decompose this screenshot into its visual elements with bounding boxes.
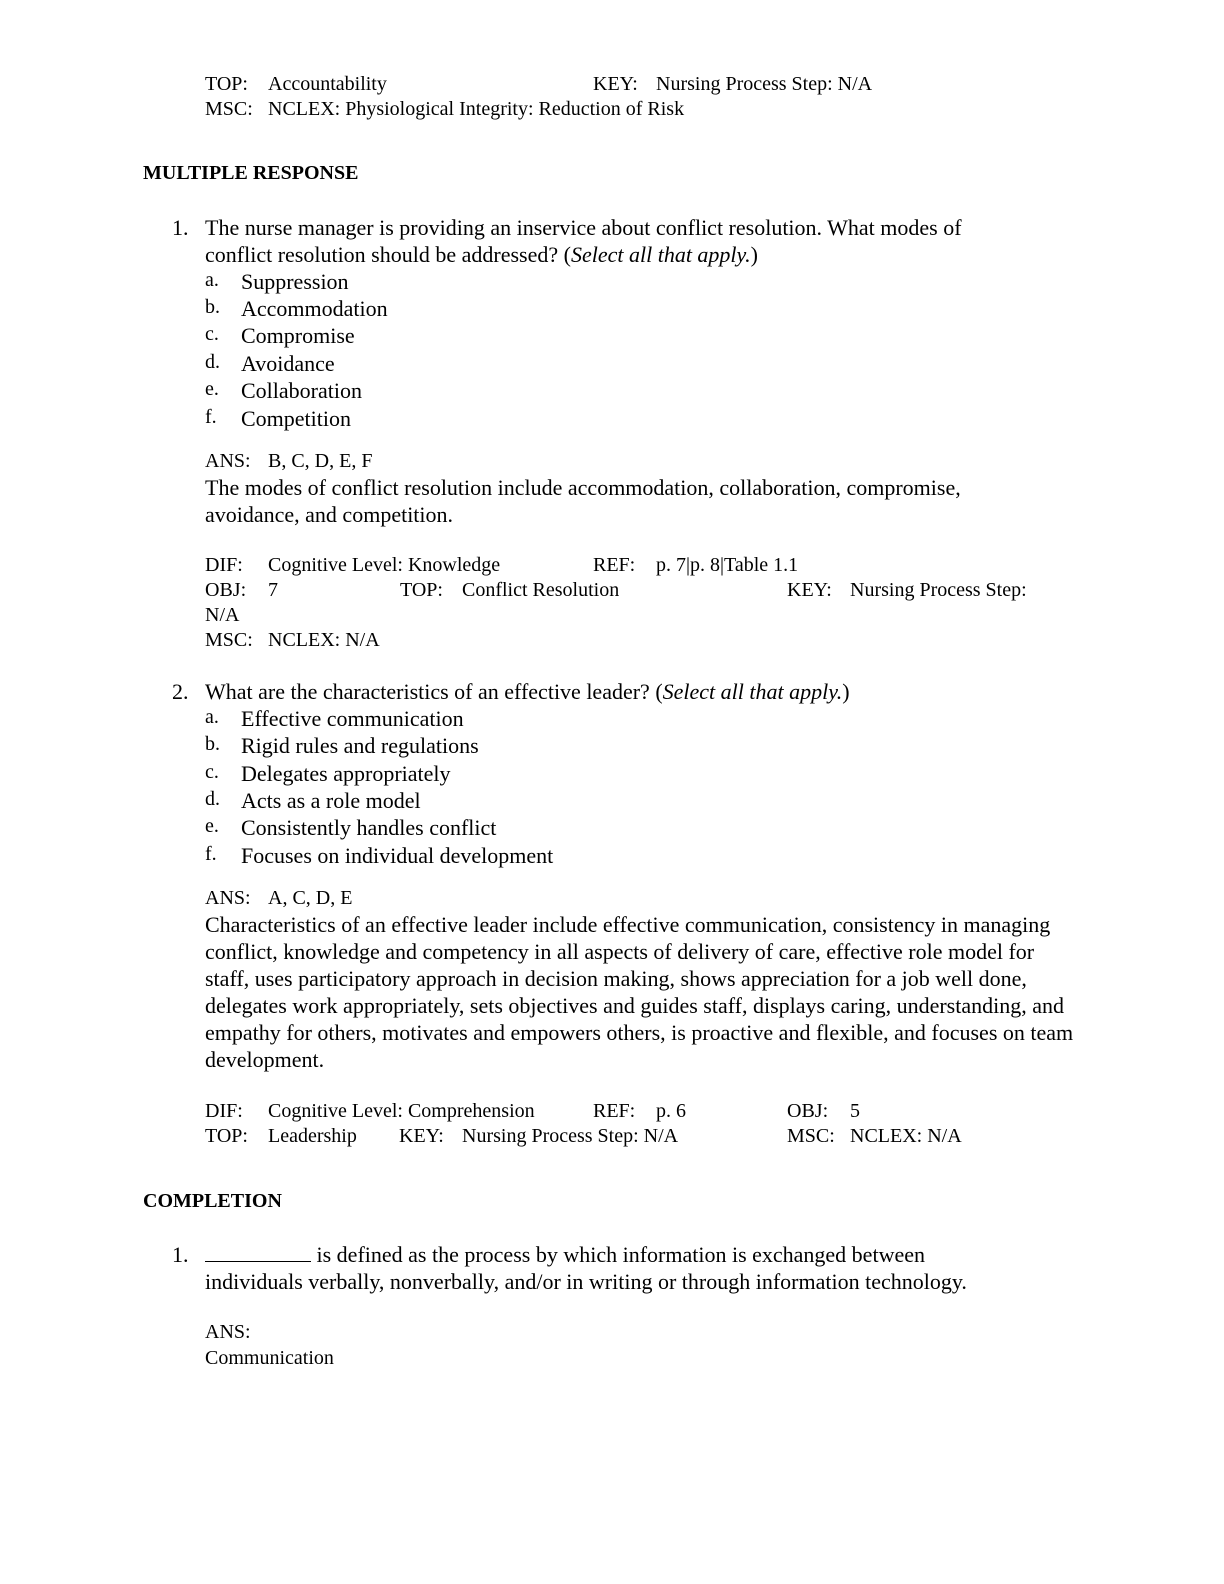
msc-label: MSC: xyxy=(787,1125,835,1147)
question-stem: The nurse manager is providing an inservice about conflict resolution. What modes of xyxy=(205,215,962,240)
key-value: Nursing Process Step: xyxy=(850,579,1027,601)
answer-label: ANS: xyxy=(205,450,251,472)
answer-rationale: The modes of conflict resolution include accommodation, collaboration, compromise, avoidance, and competition. xyxy=(205,475,961,527)
obj-label: OBJ: xyxy=(205,579,247,601)
option-letter: c. xyxy=(205,761,219,783)
option-text: Focuses on individual development xyxy=(241,843,554,868)
obj-value: 7 xyxy=(268,579,278,601)
question-number: 1. xyxy=(172,215,189,240)
option-letter: d. xyxy=(205,351,220,373)
dif-label: DIF: xyxy=(205,1100,243,1122)
key-label: KEY: xyxy=(787,579,832,601)
msc-value: NCLEX: Physiological Integrity: Reduction of Risk xyxy=(268,98,685,120)
option-text: Acts as a role model xyxy=(241,788,421,813)
option-text: Accommodation xyxy=(241,296,388,321)
option-text: Avoidance xyxy=(241,351,335,376)
obj-value: 5 xyxy=(850,1100,860,1122)
obj-label: OBJ: xyxy=(787,1100,829,1122)
question-number: 1. xyxy=(172,1242,189,1267)
top-label: TOP: xyxy=(205,73,248,95)
option-text: Consistently handles conflict xyxy=(241,815,497,840)
question-number: 2. xyxy=(172,679,189,704)
option-text: Effective communication xyxy=(241,706,464,731)
msc-value: NCLEX: N/A xyxy=(850,1125,962,1147)
section-heading-multiple-response: MULTIPLE RESPONSE xyxy=(143,162,359,184)
answer-value: B, C, D, E, F xyxy=(268,450,373,472)
question-stem: is defined as the process by which information is exchanged between xyxy=(205,1241,925,1268)
answer-value: Communication xyxy=(205,1347,334,1369)
msc-label: MSC: xyxy=(205,629,253,651)
question-stem-line2: individuals verbally, nonverbally, and/or in writing or through information technology. xyxy=(205,1269,967,1294)
option-letter: f. xyxy=(205,406,217,428)
ref-value: p. 7|p. 8|Table 1.1 xyxy=(656,554,799,576)
option-letter: a. xyxy=(205,706,219,728)
question-stem-line2: conflict resolution should be addressed? (Select all that apply.) xyxy=(205,242,758,267)
msc-label: MSC: xyxy=(205,98,253,120)
answer-label: ANS: xyxy=(205,1321,251,1343)
top-value: Leadership xyxy=(268,1125,357,1147)
option-letter: b. xyxy=(205,733,220,755)
key-value-continued: N/A xyxy=(205,604,240,626)
option-letter: a. xyxy=(205,269,219,291)
option-text: Suppression xyxy=(241,269,349,294)
option-letter: f. xyxy=(205,843,217,865)
question-stem: What are the characteristics of an effective leader? (Select all that apply.) xyxy=(205,679,850,704)
top-label: TOP: xyxy=(400,579,443,601)
top-value: Conflict Resolution xyxy=(462,579,620,601)
fill-in-blank xyxy=(205,1243,311,1262)
ref-value: p. 6 xyxy=(656,1100,686,1122)
option-letter: b. xyxy=(205,296,220,318)
ref-label: REF: xyxy=(593,1100,636,1122)
option-text: Rigid rules and regulations xyxy=(241,733,479,758)
option-text: Delegates appropriately xyxy=(241,761,451,786)
answer-value: A, C, D, E xyxy=(268,887,353,909)
key-label: KEY: xyxy=(399,1125,444,1147)
section-heading-completion: COMPLETION xyxy=(143,1190,282,1212)
dif-label: DIF: xyxy=(205,554,243,576)
key-label: KEY: xyxy=(593,73,638,95)
key-value: Nursing Process Step: N/A xyxy=(656,73,873,95)
option-letter: e. xyxy=(205,378,219,400)
answer-label: ANS: xyxy=(205,887,251,909)
option-text: Competition xyxy=(241,406,351,431)
top-value: Accountability xyxy=(268,73,387,95)
top-label: TOP: xyxy=(205,1125,248,1147)
option-text: Compromise xyxy=(241,323,355,348)
dif-value: Cognitive Level: Knowledge xyxy=(268,554,501,576)
option-letter: c. xyxy=(205,323,219,345)
dif-value: Cognitive Level: Comprehension xyxy=(268,1100,535,1122)
answer-rationale: Characteristics of an effective leader include effective communication, consistency in managing conflict, knowledge and competency in all aspects of delivery of care, effective role model for staff, uses participatory approach in decision making, shows appreciation for a job well done, delegates work appropriately, sets objectives and guides staff, displays caring, understanding, and empathy for others, motivates and empowers others, is proactive and flexible, and focuses on team development. xyxy=(205,912,1074,1072)
option-letter: d. xyxy=(205,788,220,810)
key-value: Nursing Process Step: N/A xyxy=(462,1125,679,1147)
option-letter: e. xyxy=(205,815,219,837)
msc-value: NCLEX: N/A xyxy=(268,629,380,651)
option-text: Collaboration xyxy=(241,378,362,403)
ref-label: REF: xyxy=(593,554,636,576)
